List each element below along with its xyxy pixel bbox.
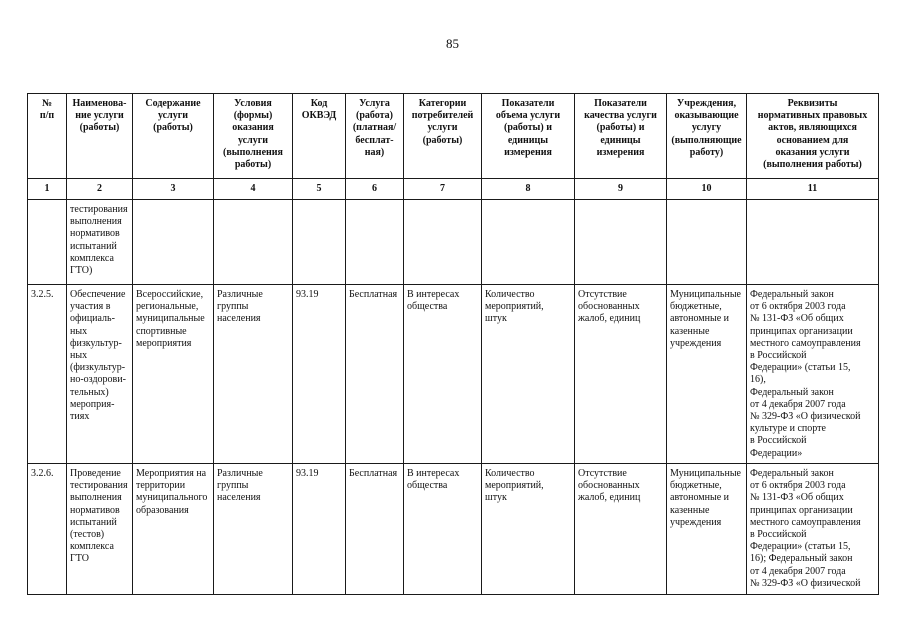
col-header-volume-indicators: Показатели объема услуги (работы) и единицы измерения <box>482 94 575 179</box>
col-header-content: Содержание услуги (работы) <box>133 94 214 179</box>
cell-number: 3.2.6. <box>28 464 67 595</box>
cell-content: Всероссийские, региональные, муниципальные спортивные мероприятия <box>133 285 214 464</box>
cell-paid-free: Бесплатная <box>346 464 404 595</box>
cell-number: 3.2.5. <box>28 285 67 464</box>
col-number: 1 <box>28 179 67 200</box>
col-number: 9 <box>575 179 667 200</box>
col-header-quality-indicators: Показатели качества услуги (работы) и единицы измерения <box>575 94 667 179</box>
cell-quality-indicators <box>575 200 667 285</box>
table-row <box>28 464 879 595</box>
col-header-conditions: Условия (формы) оказания услуги (выполнения работы) <box>214 94 293 179</box>
col-number: 2 <box>67 179 133 200</box>
cell-okved: 93.19 <box>293 285 346 464</box>
cell-content: Мероприятия на территории муниципального образования <box>133 464 214 595</box>
col-number: 7 <box>404 179 482 200</box>
cell-volume-indicators: Количество мероприятий, штук <box>482 464 575 595</box>
col-number: 3 <box>133 179 214 200</box>
cell-number <box>28 200 67 285</box>
cell-consumers: В интересах общества <box>404 464 482 595</box>
col-number: 6 <box>346 179 404 200</box>
cell-volume-indicators <box>482 200 575 285</box>
col-number: 5 <box>293 179 346 200</box>
cell-volume-indicators: Количество мероприятий, штук <box>482 285 575 464</box>
cell-service-name: Проведение тестирования выполнения нормативов испытаний (тестов) комплекса ГТО <box>67 464 133 595</box>
cell-legal-acts <box>747 200 879 285</box>
cell-institutions <box>667 200 747 285</box>
services-table <box>27 93 879 595</box>
page-number: 85 <box>446 36 459 51</box>
cell-okved <box>293 200 346 285</box>
col-number: 8 <box>482 179 575 200</box>
cell-conditions: Различные группы населения <box>214 285 293 464</box>
header-row <box>28 94 879 179</box>
cell-institutions: Муниципальные бюджетные, автономные и казенные учреждения <box>667 285 747 464</box>
col-header-okved: Код ОКВЭД <box>293 94 346 179</box>
cell-paid-free: Бесплатная <box>346 285 404 464</box>
col-number: 4 <box>214 179 293 200</box>
col-header-consumers: Категории потребителей услуги (работы) <box>404 94 482 179</box>
cell-quality-indicators: Отсутствие обоснованных жалоб, единиц <box>575 285 667 464</box>
col-header-legal-acts: Реквизиты нормативных правовых актов, являющихся основанием для оказания услуги (выполнения работы) <box>747 94 879 179</box>
col-header-service-name: Наименова- ние услуги (работы) <box>67 94 133 179</box>
cell-consumers: В интересах общества <box>404 285 482 464</box>
table-row <box>28 285 879 464</box>
cell-content <box>133 200 214 285</box>
cell-legal-acts: Федеральный закон от 6 октября 2003 года № 131-ФЗ «Об общих принципах организации местного самоуправления в Российской Федерации» (статьи 15, 16), Федеральный закон от 4 декабря 2007 года № 329-ФЗ «О физической культуре и спорте в Российской Федерации» <box>747 285 879 464</box>
cell-okved: 93.19 <box>293 464 346 595</box>
cell-institutions: Муниципальные бюджетные, автономные и казенные учреждения <box>667 464 747 595</box>
column-number-row <box>28 179 879 200</box>
col-header-number: № п/п <box>28 94 67 179</box>
table-row <box>28 200 879 285</box>
cell-conditions <box>214 200 293 285</box>
cell-conditions: Различные группы населения <box>214 464 293 595</box>
col-header-institutions: Учреждения, оказывающие услугу (выполняющие работу) <box>667 94 747 179</box>
cell-legal-acts: Федеральный закон от 6 октября 2003 года № 131-ФЗ «Об общих принципах организации местного самоуправления в Российской Федерации» (статьи 15, 16); Федеральный закон от 4 декабря 2007 года № 329-ФЗ «О физической <box>747 464 879 595</box>
cell-service-name: тестирования выполнения нормативов испытаний комплекса ГТО) <box>67 200 133 285</box>
cell-paid-free <box>346 200 404 285</box>
cell-quality-indicators: Отсутствие обоснованных жалоб, единиц <box>575 464 667 595</box>
cell-service-name: Обеспечение участия в официаль- ных физкультур- ных (физкультур- но-оздорови- тельных) мероприя- тиях <box>67 285 133 464</box>
col-number: 11 <box>747 179 879 200</box>
col-number: 10 <box>667 179 747 200</box>
cell-consumers <box>404 200 482 285</box>
col-header-paid-free: Услуга (работа) (платная/ бесплат- ная) <box>346 94 404 179</box>
